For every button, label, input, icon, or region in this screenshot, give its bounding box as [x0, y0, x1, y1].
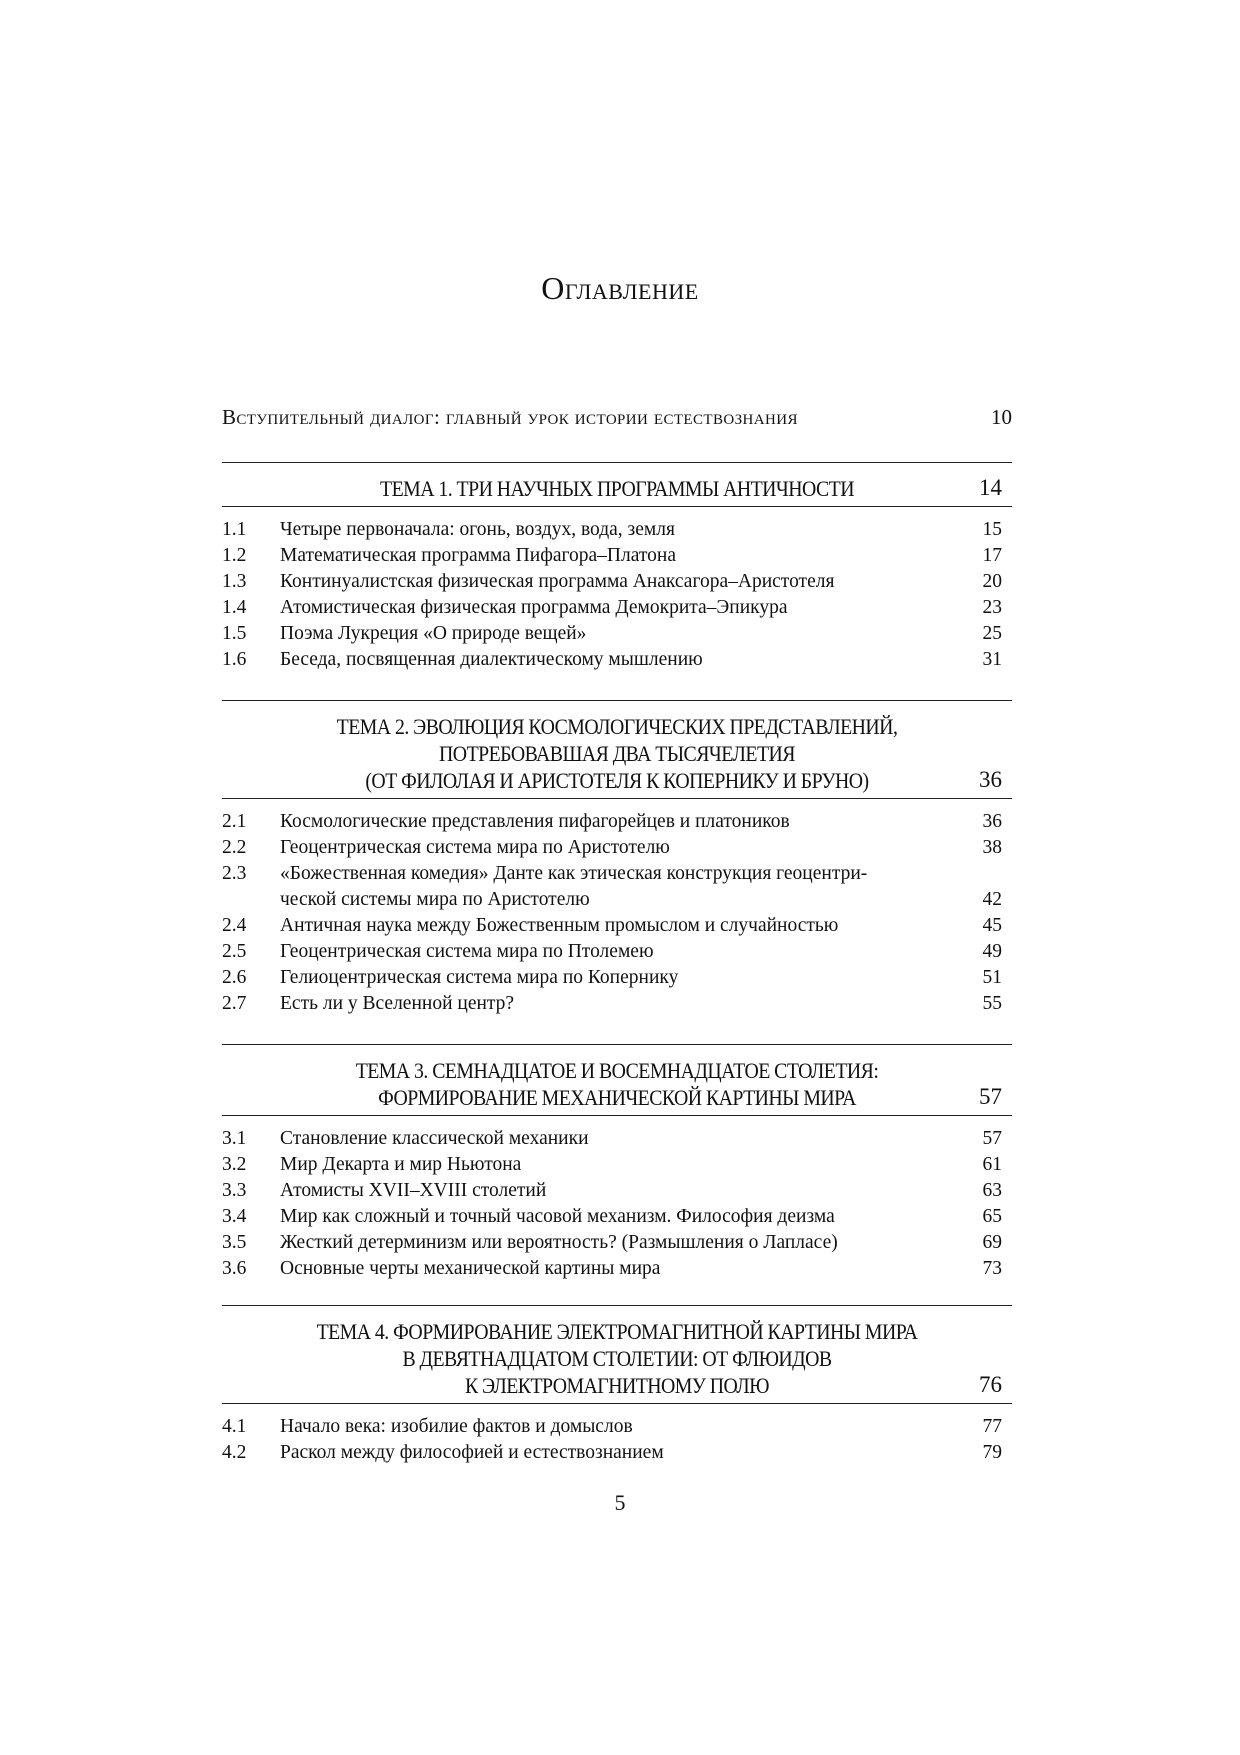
- entry-page: 55: [982, 993, 1002, 1014]
- page-title: Оглавление: [541, 270, 699, 306]
- toc-entry[interactable]: [222, 1204, 1012, 1230]
- entry-number: 2.7: [222, 993, 247, 1014]
- entry-title: Континуалистская физическая программа Анаксагора–Аристотеля: [280, 571, 835, 592]
- entry-page: 20: [982, 571, 1002, 592]
- theme-heading-line: В ДЕВЯТНАДЦАТОМ СТОЛЕТИИ: ОТ ФЛЮИДОВ: [402, 1346, 832, 1371]
- page-number: 5: [614, 1490, 626, 1515]
- entry-title: Есть ли у Вселенной центр?: [280, 993, 515, 1014]
- entry-title: Начало века: изобилие фактов и домыслов: [280, 1416, 633, 1437]
- entry-number: 1.5: [222, 623, 247, 644]
- entry-page: 49: [982, 941, 1002, 962]
- entry-number: 3.6: [222, 1258, 247, 1279]
- entry-page: 23: [982, 597, 1002, 618]
- toc-entry[interactable]: [222, 1256, 1012, 1282]
- theme-4-section: [222, 1305, 1012, 1466]
- toc-entry[interactable]: [222, 595, 1012, 621]
- entry-page: 69: [982, 1232, 1002, 1253]
- toc-entry[interactable]: [222, 861, 1012, 913]
- toc-intro-entry[interactable]: [222, 405, 1012, 430]
- entry-title: Математическая программа Пифагора–Платона: [280, 545, 676, 566]
- entry-number: 3.3: [222, 1180, 247, 1201]
- entry-number: 4.1: [222, 1416, 247, 1437]
- entry-page: 38: [982, 837, 1002, 858]
- entry-title: Беседа, посвященная диалектическому мышлению: [280, 649, 703, 670]
- entry-number: 1.6: [222, 649, 247, 670]
- toc-entry[interactable]: [222, 1414, 1012, 1440]
- entry-page: 73: [982, 1258, 1002, 1279]
- entry-title: Мир Декарта и мир Ньютона: [280, 1154, 522, 1175]
- toc-entry[interactable]: [222, 517, 1012, 543]
- theme-heading[interactable]: [222, 463, 1012, 506]
- toc-entry[interactable]: [222, 991, 1012, 1017]
- toc-entry[interactable]: [222, 569, 1012, 595]
- entry-title: Геоцентрическая система мира по Птолемею: [280, 941, 654, 962]
- theme-2-section: [222, 700, 1012, 1017]
- entry-number: 1.4: [222, 597, 247, 618]
- entry-title: Жесткий детерминизм или вероятность? (Размышления о Лапласе): [280, 1232, 838, 1253]
- entry-page: 77: [982, 1416, 1002, 1437]
- entry-title: Античная наука между Божественным промыслом и случайностью: [280, 915, 839, 936]
- entry-list: [222, 1404, 1012, 1466]
- toc-entry[interactable]: [222, 965, 1012, 991]
- toc-entry[interactable]: [222, 1230, 1012, 1256]
- entry-title: Четыре первоначала: огонь, воздух, вода, земля: [280, 519, 675, 540]
- entry-page: 42: [982, 889, 1002, 910]
- entry-page: 79: [982, 1442, 1002, 1463]
- toc-entry[interactable]: [222, 647, 1012, 673]
- theme-heading-line: ТЕМА 2. ЭВОЛЮЦИЯ КОСМОЛОГИЧЕСКИХ ПРЕДСТАВЛЕНИЙ,: [336, 714, 898, 739]
- theme-heading[interactable]: [222, 1306, 1012, 1403]
- entry-number: 3.2: [222, 1154, 247, 1175]
- entry-list: [222, 799, 1012, 1017]
- entry-page: 63: [982, 1180, 1002, 1201]
- entry-page: 31: [982, 649, 1002, 670]
- entry-list: [222, 1116, 1012, 1282]
- theme-page-number: 57: [979, 1084, 1002, 1109]
- theme-heading-line: ФОРМИРОВАНИЕ МЕХАНИЧЕСКОЙ КАРТИНЫ МИРА: [378, 1085, 856, 1110]
- entry-number: 2.1: [222, 811, 247, 832]
- entry-number: 2.3: [222, 863, 247, 884]
- entry-number: 2.4: [222, 915, 247, 936]
- intro-page-number: 10: [991, 405, 1012, 429]
- entry-number: 4.2: [222, 1442, 247, 1463]
- entry-title: Раскол между философией и естествознанием: [280, 1442, 664, 1463]
- entry-title: [280, 861, 954, 913]
- entry-number: 1.1: [222, 519, 247, 540]
- entry-title: Космологические представления пифагорейцев и платоников: [280, 811, 790, 832]
- toc-entry[interactable]: [222, 1126, 1012, 1152]
- toc-entry[interactable]: [222, 1178, 1012, 1204]
- theme-3-section: [222, 1044, 1012, 1282]
- entry-page: 57: [982, 1128, 1002, 1149]
- toc-entry[interactable]: [222, 939, 1012, 965]
- entry-page: 65: [982, 1206, 1002, 1227]
- entry-number: 3.1: [222, 1128, 247, 1149]
- entry-title: Геоцентрическая система мира по Аристотелю: [280, 837, 670, 858]
- entry-number: 1.2: [222, 545, 247, 566]
- intro-title: Вступительный диалог: главный урок истории естествознания: [222, 405, 798, 429]
- theme-heading-line: ПОТРЕБОВАВШАЯ ДВА ТЫСЯЧЕЛЕТИЯ: [439, 741, 795, 766]
- theme-heading-line: ТЕМА 3. СЕМНАДЦАТОЕ И ВОСЕМНАДЦАТОЕ СТОЛЕТИЯ:: [355, 1058, 879, 1083]
- theme-page-number: 36: [979, 767, 1002, 792]
- theme-1-section: [222, 462, 1012, 673]
- theme-page-number: 76: [979, 1372, 1002, 1397]
- entry-number: 2.2: [222, 837, 247, 858]
- theme-heading-line: К ЭЛЕКТРОМАГНИТНОМУ ПОЛЮ: [464, 1373, 770, 1398]
- entry-title: Атомисты XVII–XVIII столетий: [280, 1180, 547, 1201]
- toc-entry[interactable]: [222, 621, 1012, 647]
- theme-heading-line: ТЕМА 4. ФОРМИРОВАНИЕ ЭЛЕКТРОМАГНИТНОЙ КАРТИНЫ МИРА: [316, 1319, 918, 1344]
- toc-entry[interactable]: [222, 1152, 1012, 1178]
- entry-page: 36: [982, 811, 1002, 832]
- theme-heading[interactable]: [222, 701, 1012, 798]
- entry-title: Гелиоцентрическая система мира по Копернику: [280, 967, 679, 988]
- theme-heading-line: (ОТ ФИЛОЛАЯ И АРИСТОТЕЛЯ К КОПЕРНИКУ И БРУНО): [365, 768, 869, 793]
- entry-page: 17: [982, 545, 1002, 566]
- toc-entry[interactable]: [222, 835, 1012, 861]
- entry-number: 2.5: [222, 941, 247, 962]
- toc-entry[interactable]: [222, 913, 1012, 939]
- entry-title: Мир как сложный и точный часовой механизм. Философия деизма: [280, 1206, 835, 1227]
- entry-title-line: «Божественная комедия» Данте как этическая конструкция геоцентри-: [280, 863, 868, 884]
- entry-title: Основные черты механической картины мира: [280, 1258, 661, 1279]
- entry-number: 2.6: [222, 967, 247, 988]
- theme-heading[interactable]: [222, 1045, 1012, 1115]
- toc-entry[interactable]: [222, 809, 1012, 835]
- entry-page: 51: [982, 967, 1002, 988]
- entry-title: Становление классической механики: [280, 1128, 589, 1149]
- theme-heading-line: ТЕМА 1. ТРИ НАУЧНЫХ ПРОГРАММЫ АНТИЧНОСТИ: [380, 476, 854, 501]
- entry-list: [222, 507, 1012, 673]
- entry-title: Атомистическая физическая программа Демокрита–Эпикура: [280, 597, 788, 618]
- entry-page: 15: [982, 519, 1002, 540]
- entry-number: 3.5: [222, 1232, 247, 1253]
- entry-number: 3.4: [222, 1206, 247, 1227]
- theme-page-number: 14: [979, 475, 1002, 500]
- entry-title-line: ческой системы мира по Аристотелю: [280, 889, 590, 910]
- entry-page: 25: [982, 623, 1002, 644]
- entry-title: Поэма Лукреция «О природе вещей»: [280, 623, 587, 644]
- entry-page: 61: [982, 1154, 1002, 1175]
- toc-entry[interactable]: [222, 543, 1012, 569]
- toc-entry[interactable]: [222, 1440, 1012, 1466]
- entry-number: 1.3: [222, 571, 247, 592]
- entry-page: 45: [982, 915, 1002, 936]
